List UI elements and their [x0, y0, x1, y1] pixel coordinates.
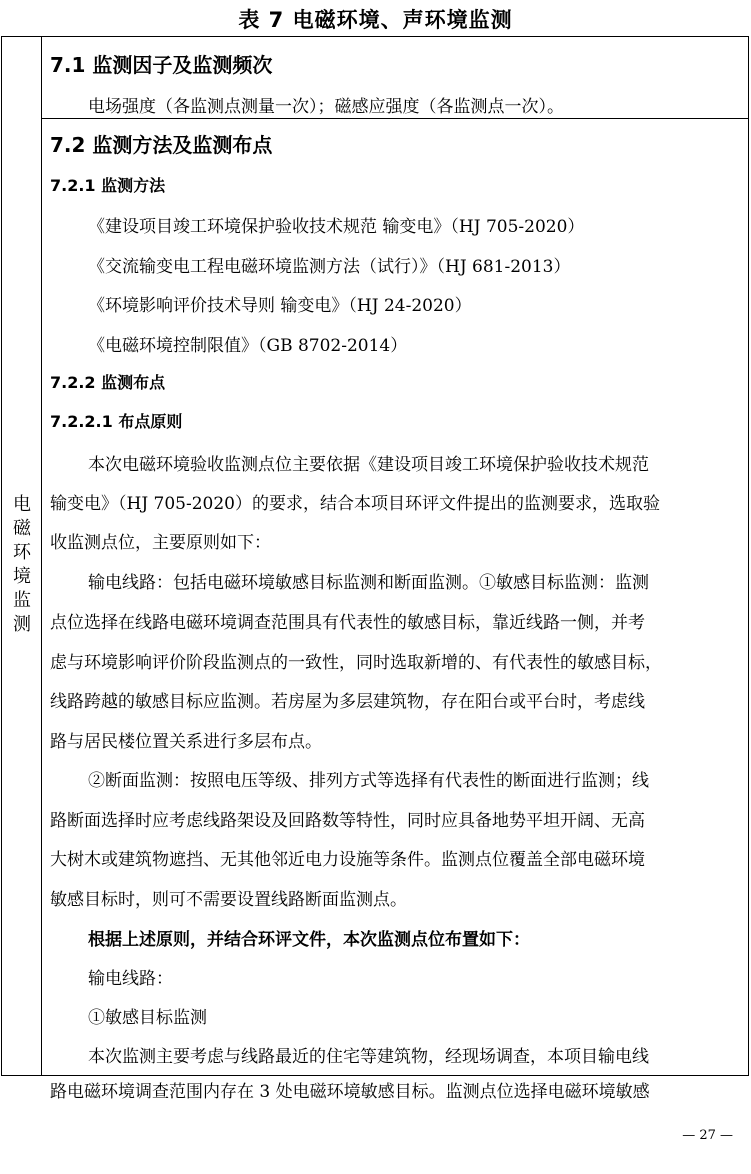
- body-text: 电场强度（各监测点测量一次）；磁感应强度（各监测点一次）。: [88, 97, 564, 117]
- body-text: 收监测点位，主要原则如下：: [50, 533, 271, 553]
- body-text: ①敏感目标监测: [88, 1008, 207, 1028]
- side-label: [2, 493, 42, 637]
- subsection-heading: 7.2.2 监测布点: [50, 373, 166, 392]
- side-label-char: 环: [13, 542, 31, 563]
- body-text: 输变电》（HJ 705-2020）的要求，结合本项目环评文件提出的监测要求，选取验: [50, 494, 660, 514]
- side-label-char: 电: [13, 494, 31, 515]
- method-item: 《交流输变电工程电磁环境监测方法（试行）》（HJ 681-2013）: [88, 257, 571, 277]
- body-text: 路与居民楼位置关系进行多层布点。: [50, 732, 322, 752]
- section-heading: 7.1 监测因子及监测频次: [50, 53, 273, 77]
- section-7-1: [42, 37, 748, 119]
- side-label-char: 测: [13, 614, 31, 635]
- body-text: 点位选择在线路电磁环境调查范围具有代表性的敏感目标，靠近线路一侧，并考: [50, 613, 645, 633]
- side-label-char: 磁: [13, 518, 31, 539]
- subsection-heading: 7.2.1 监测方法: [50, 176, 166, 195]
- body-text: 线路跨越的敏感目标应监测。若房屋为多层建筑物，存在阳台或平台时，考虑线: [50, 692, 645, 712]
- content-column: [42, 37, 748, 1102]
- body-text: 大树木或建筑物遮挡、无其他邻近电力设施等条件。监测点位覆盖全部电磁环境: [50, 850, 645, 870]
- body-text: 路断面选择时应考虑线路架设及回路数等特性，同时应具备地势平坦开阔、无高: [50, 811, 645, 831]
- side-label-char: 监: [13, 590, 31, 611]
- body-text: 路电磁环境调查范围内存在 3 处电磁环境敏感目标。监测点位选择电磁环境敏感: [50, 1082, 650, 1102]
- body-text: 敏感目标时，则可不需要设置线路断面监测点。: [50, 890, 407, 910]
- method-item: 《环境影响评价技术导则 输变电》（HJ 24-2020）: [88, 296, 472, 316]
- subsection-heading: 7.2.2.1 布点原则: [50, 412, 183, 431]
- body-text: 输电线路：包括电磁环境敏感目标监测和断面监测。①敏感目标监测：监测: [88, 573, 649, 593]
- table-title: 表 7 电磁环境、声环境监测: [238, 8, 513, 32]
- side-label-char: 境: [13, 566, 31, 587]
- page-number: — 27 —: [682, 1128, 733, 1143]
- method-item: 《建设项目竣工环境保护验收技术规范 输变电》（HJ 705-2020）: [88, 217, 585, 237]
- body-text: ②断面监测：按照电压等级、排列方式等选择有代表性的断面进行监测；线: [88, 771, 649, 791]
- method-item: 《电磁环境控制限值》（GB 8702-2014）: [88, 336, 408, 356]
- table-frame: [1, 36, 749, 1102]
- body-text: 输电线路：: [88, 969, 173, 989]
- body-text: 虑与环境影响评价阶段监测点的一致性，同时选取新增的、有代表性的敏感目标，: [50, 653, 662, 673]
- body-text-bold: 根据上述原则，并结合环评文件，本次监测点位布置如下：: [88, 930, 530, 950]
- body-text: 本次监测主要考虑与线路最近的住宅等建筑物，经现场调查，本项目输电线: [88, 1047, 649, 1067]
- section-heading: 7.2 监测方法及监测布点: [50, 133, 273, 157]
- body-text: 本次电磁环境验收监测点位主要依据《建设项目竣工环境保护验收技术规范: [88, 455, 649, 475]
- side-label-column: [2, 37, 42, 1075]
